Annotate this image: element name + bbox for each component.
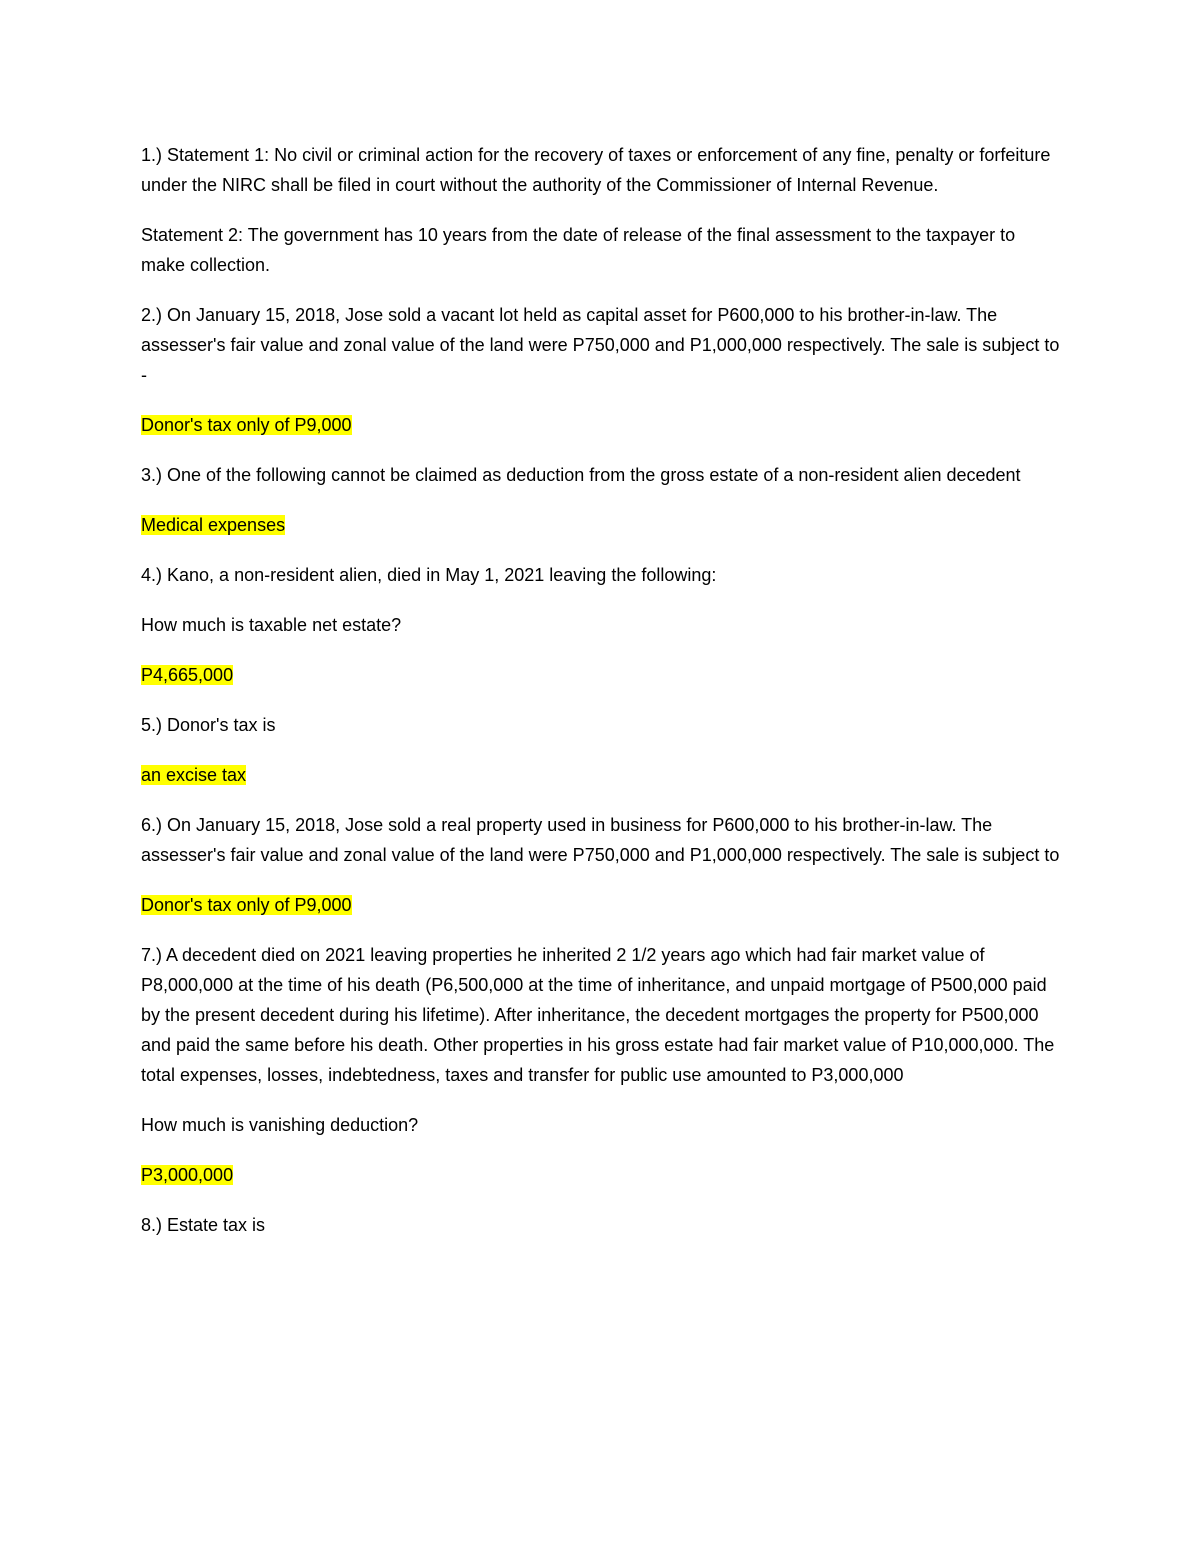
question-5 (141, 710, 1061, 740)
question-number: 6.) (141, 815, 163, 835)
question-8 (141, 1210, 1061, 1240)
question-7 (141, 940, 1061, 1090)
question-number: 1.) (141, 145, 163, 165)
highlighted-answer: Medical expenses (141, 515, 286, 535)
question-number: 7.) (141, 945, 163, 965)
question-1 (141, 140, 1061, 200)
question-text: On January 15, 2018, Jose sold a vacant lot held as capital asset for P600,000 to his brother-in-law. The assesser's fair value and zonal value of the land were P750,000 and P1,000,000 respectively. The sale is subject to - (141, 305, 1060, 385)
answer-5 (141, 760, 1061, 790)
question-4 (141, 560, 1061, 590)
highlighted-answer: an excise tax (141, 765, 247, 785)
highlighted-answer: Donor's tax only of P9,000 (141, 895, 352, 915)
question-text: Kano, a non-resident alien, died in May 1, 2021 leaving the following: (162, 565, 717, 585)
question-text: On January 15, 2018, Jose sold a real property used in business for P600,000 to his brother-in-law. The assesser's fair value and zonal value of the land were P750,000 and P1,000,000 respectively. The sale is subject to (141, 815, 1060, 865)
question-text: Estate tax is (162, 1215, 266, 1235)
question-6 (141, 810, 1061, 870)
question-number: 4.) (141, 565, 163, 585)
answer-6 (141, 890, 1061, 920)
highlighted-answer: P4,665,000 (141, 665, 234, 685)
question-7-prompt: How much is vanishing deduction? (141, 1115, 419, 1135)
answer-3 (141, 510, 1061, 540)
question-number: 3.) (141, 465, 163, 485)
answer-2 (141, 410, 1061, 440)
question-text: Statement 1: No civil or criminal action for the recovery of taxes or enforcement of any fine, penalty or forfeiture under the NIRC shall be filed in court without the authority of the Commissioner of Internal Revenue. (141, 145, 1051, 195)
question-4-prompt: How much is taxable net estate? (141, 615, 402, 635)
highlighted-answer: P3,000,000 (141, 1165, 234, 1185)
question-2 (141, 300, 1061, 390)
highlighted-answer: Donor's tax only of P9,000 (141, 415, 352, 435)
question-text: One of the following cannot be claimed as deduction from the gross estate of a non-resident alien decedent (162, 465, 1021, 485)
question-1-statement-2: Statement 2: The government has 10 years from the date of release of the final assessment to the taxpayer to make collection. (141, 225, 1016, 275)
question-number: 5.) (141, 715, 163, 735)
question-text: A decedent died on 2021 leaving properties he inherited 2 1/2 years ago which had fair market value of P8,000,000 at the time of his death (P6,500,000 at the time of inheritance, and unpaid mortgage of P500,000 paid by the present decedent during his lifetime). After inheritance, the decedent mortgages the property for P500,000 and paid the same before his death. Other properties in his gross estate had fair market value of P10,000,000. The total expenses, losses, indebtedness, taxes and transfer for public use amounted to P3,000,000 (141, 945, 1055, 1085)
document-page (141, 140, 1061, 1260)
question-3 (141, 460, 1061, 490)
answer-7 (141, 1160, 1061, 1190)
question-number: 2.) (141, 305, 163, 325)
question-text: Donor's tax is (162, 715, 276, 735)
question-number: 8.) (141, 1215, 163, 1235)
answer-4 (141, 660, 1061, 690)
